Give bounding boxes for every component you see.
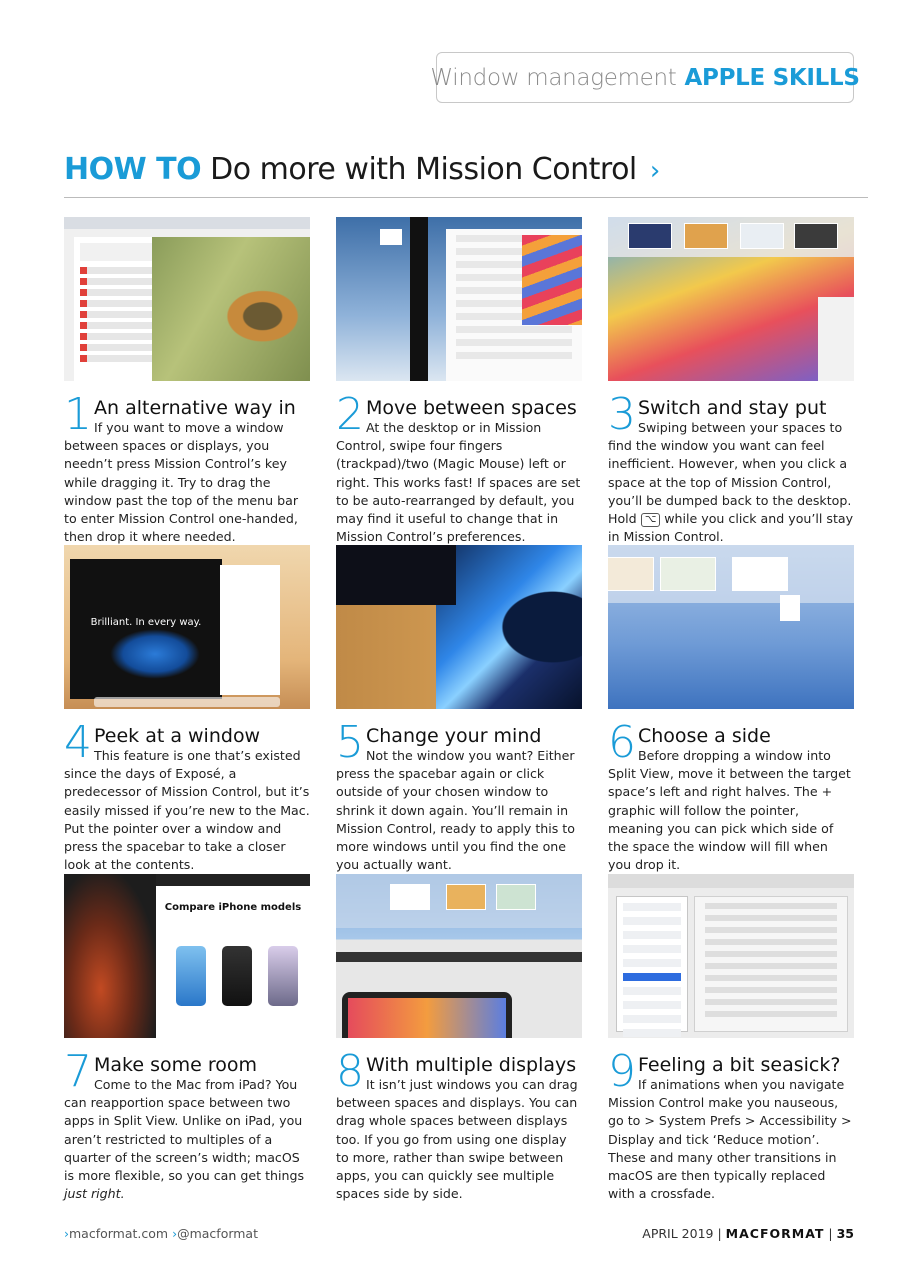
step-body: If you want to move a window between spaces or displays, you needn’t press Mission Control’s key while dragging it. Try to drag the window past the top of the menu bar to enter Mission Control one-handed, then drop it where needed. (64, 420, 298, 545)
footer-links (64, 1226, 258, 1241)
step-body: This feature is one that’s existed since the days of Exposé, a predecessor of Mission Control, but it’s easily missed if you’re new to the Mac. Put the pointer over a window and press the spacebar to take a closer look at the contents. (64, 748, 310, 873)
step-number: 6 (608, 717, 636, 768)
step-card-6 (608, 545, 854, 874)
step-body: It isn’t just windows you can drag between spaces and displays. You can drag whole spaces between displays too. If you go from using one display to more, rather than swipe between apps, you can quickly see multiple spaces side by side. (336, 1077, 578, 1202)
screenshot-compare-iphone (64, 874, 310, 1038)
kicker-topic: Window management (430, 64, 677, 91)
screenshot-split-view (608, 545, 854, 709)
step-heading: With multiple displays (366, 1054, 577, 1076)
screenshot-caption: Compare iPhone models (164, 902, 302, 913)
step-card-9 (608, 874, 854, 1203)
social-handle[interactable]: @macformat (177, 1226, 258, 1241)
step-card-7 (64, 874, 310, 1203)
step-heading: Feeling a bit seasick? (638, 1054, 841, 1076)
step-heading: Switch and stay put (638, 397, 827, 419)
step-body: Not the window you want? Either press the spacebar again or click outside of your chosen window to shrink it down again. You’ll remain in Mission Control, ready to apply this to more windows until you find the one you actually want. (336, 748, 575, 873)
step-body: Before dropping a window into Split View, move it between the target space’s left and right halves. The + graphic will follow the pointer, meaning you can pick which side of the space the window will fill when you drop it. (608, 748, 851, 873)
step-heading: Make some room (94, 1054, 258, 1076)
chevron-right-icon: › (649, 156, 660, 186)
folio: APRIL 2019 | MACFORMAT | 35 (642, 1226, 854, 1241)
screenshot-apple-news (64, 217, 310, 381)
step-heading: Change your mind (366, 725, 542, 747)
section-kicker (430, 52, 860, 103)
step-card-3 (608, 217, 854, 546)
screenshot-mission-control-bar (608, 217, 854, 381)
step-card-1 (64, 217, 310, 546)
step-number: 8 (336, 1046, 364, 1097)
option-key-icon: ⌥ (641, 513, 661, 527)
magazine-name: MACFORMAT (725, 1226, 825, 1241)
page-title (64, 152, 868, 198)
chevron-right-icon: › (64, 1226, 69, 1241)
issue-date: APRIL 2019 (642, 1226, 714, 1241)
step-body: Come to the Mac from iPad? You can reapportion space between two apps in Split View. Unlike on iPad, you aren’t restricted to multiples of a quarter of the screen’s width; macOS is more flexible, so you can get things just right. (64, 1077, 305, 1202)
step-heading: An alternative way in (94, 397, 296, 419)
screenshot-multiple-displays (336, 874, 582, 1038)
screenshot-accessibility-prefs (608, 874, 854, 1038)
step-number: 3 (608, 389, 636, 440)
page-number: 35 (836, 1226, 854, 1241)
title-text: Do more with Mission Control (210, 152, 637, 187)
step-number: 4 (64, 717, 92, 768)
step-heading: Peek at a window (94, 725, 261, 747)
step-body: If animations when you navigate Mission Control make you nauseous, go to > System Prefs > Accessibility > Display and tick ‘Reduce motion’. These and many other transitions in macOS are then typically replaced with a crossfade. (608, 1077, 852, 1202)
step-body: At the desktop or in Mission Control, swipe four fingers (trackpad)/two (Magic Mouse) left or right. This works fast! If spaces are set to be auto-rearranged by default, you may find it useful to change that in Mission Control’s preferences. (336, 420, 581, 545)
step-number: 2 (336, 389, 364, 440)
site-link[interactable]: macformat.com (69, 1226, 169, 1241)
step-number: 1 (64, 389, 92, 440)
step-heading: Move between spaces (366, 397, 577, 419)
step-card-4 (64, 545, 310, 874)
step-body: Swiping between your spaces to find the window you want can feel inefficient. However, when you click a space at the top of Mission Control, you’ll be dumped back to the desktop. Hold ⌥ while you click and you’ll stay in Mission Control. (608, 420, 854, 545)
screenshot-caption: Brilliant. In every way. (90, 617, 202, 628)
step-number: 5 (336, 717, 364, 768)
step-card-8 (336, 874, 582, 1203)
screenshot-change-mind (336, 545, 582, 709)
step-number: 9 (608, 1046, 636, 1097)
step-card-5 (336, 545, 582, 874)
title-howto: HOW TO (64, 152, 202, 187)
step-heading: Choose a side (638, 725, 771, 747)
screenshot-peek-window (64, 545, 310, 709)
kicker-section: APPLE SKILLS (684, 64, 860, 91)
step-number: 7 (64, 1046, 92, 1097)
screenshot-finder-spaces (336, 217, 582, 381)
step-card-2 (336, 217, 582, 546)
chevron-right-icon: › (172, 1226, 178, 1241)
